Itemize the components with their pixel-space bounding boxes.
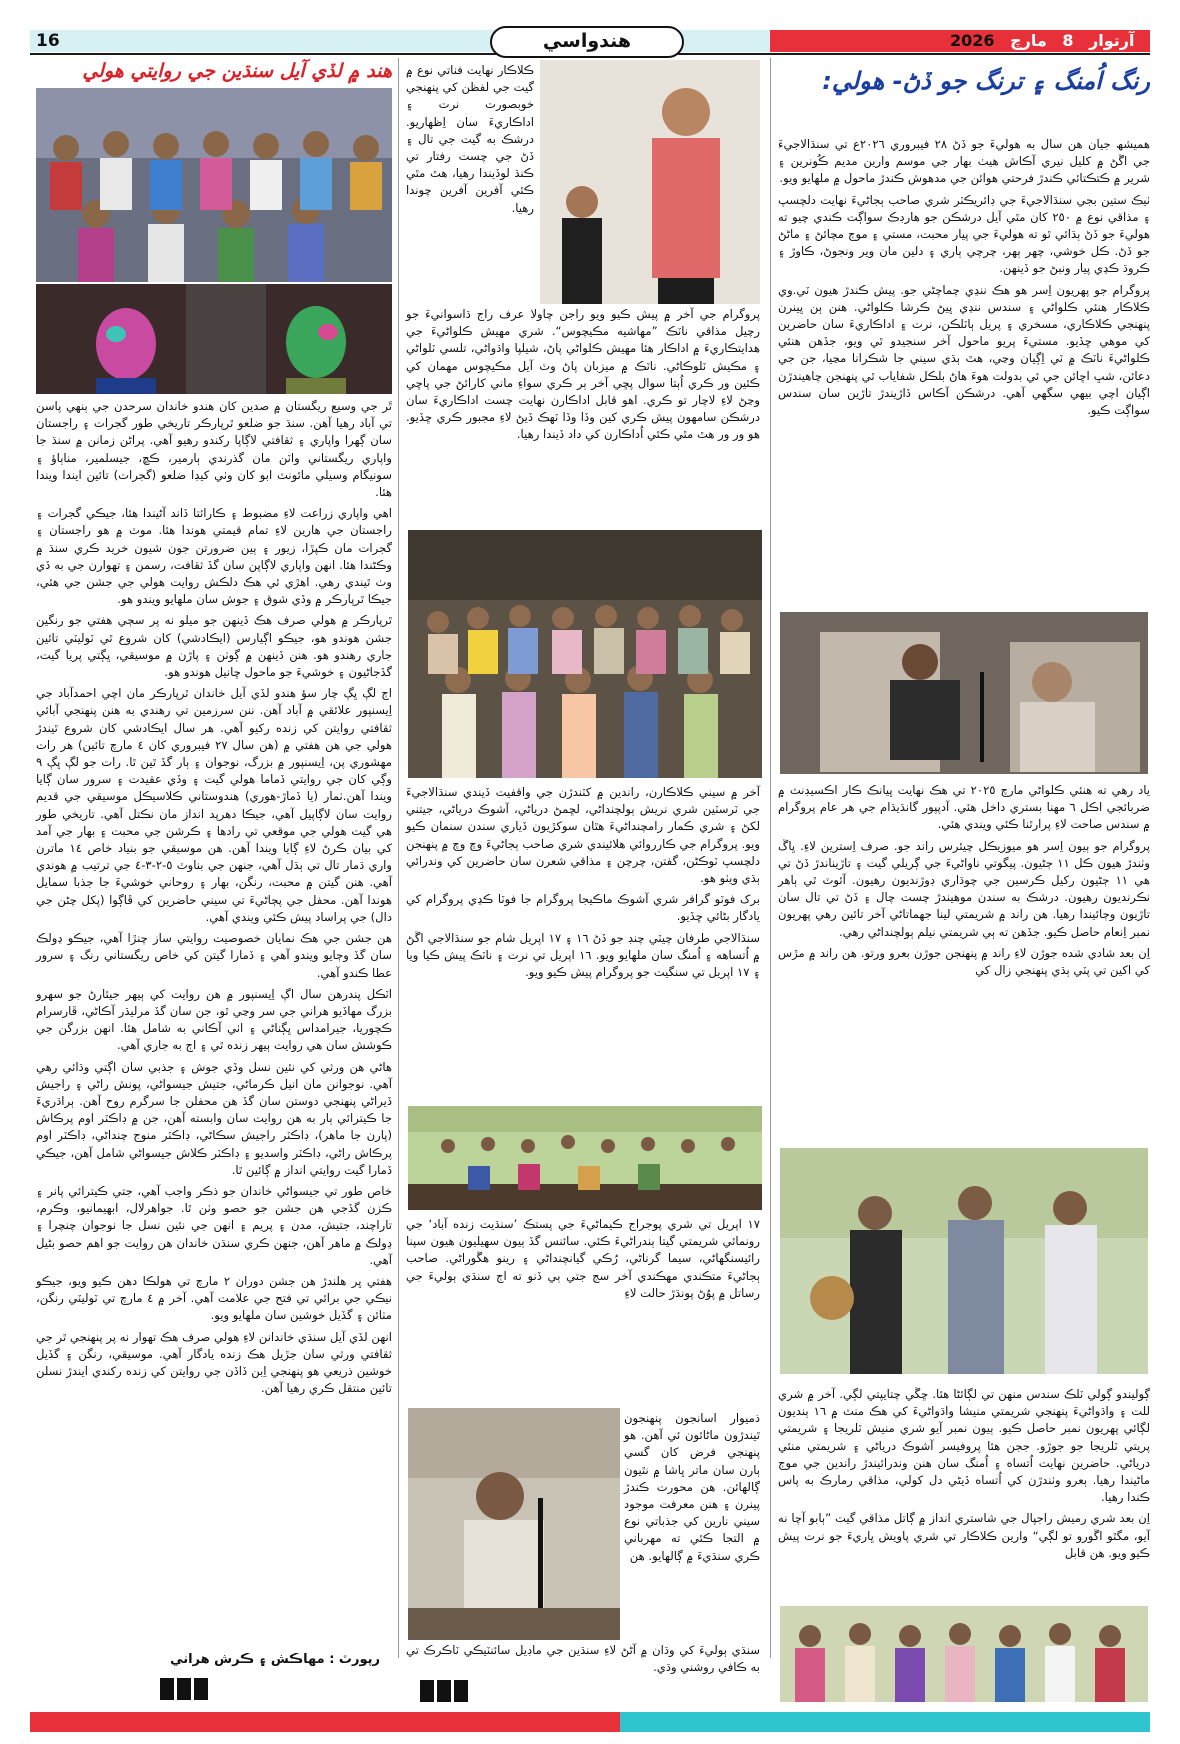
column-rule [770,58,771,1658]
photo-elder-speaking-at-mic [408,1408,620,1640]
paragraph: اڄ لڳ ڀڳ چار سؤ هندو لڏي آيل خاندان ٿرپارڪر مان اچي احمدآباد جي اِيسنپور علائقي ۾ آباد آهن. ننن سرزمين تي رهندي به هنن پنهنجي آبائي ثقافتي روايتن کي زنده رکيو آهي. هر سال ايڪادشي کان شروع ٿيندڙ هولي جي هن هفتي ۾ (هن سال ٢٧ فيبروري کان ٤ مارچ تائين) هر رات مهشوري پن، اِيسنپور ۾ بزرگ، نوجوان ۽ ٻار گڏ ٿين ٿا. رات جو لڳ ڀڳ ٩ وڳي کان جي روايتي ڏماما هولي گيت ۽ وڏي عقيدت ۽ سرور سان ڳايا ويندا آهن.ٺمار (يا ڏماڙ-هوري) هندوستاني ڪلاسيڪل موسيقي جي قديم روايت سان لاڳاپيل آهي، جيڪا دهرپد انداز مان نڪتل آهي. تاريخي طور هي گيت هولي جي موقعي تي رادها ۽ ڪرشن جي محبت ۽ بهار جي آمد کي بيان ڪرڻ لاءِ ڳايا ويندا آهن. هن موسيقي جو بنياد خاص ١٤ ماترن واري ڌمار تال تي ٻڌل آهي، جنهن جي بناوٽ ٥-٢-٣-٤ جي ترتيب ۾ هوندي آهي. هنن گيتن ۾ محبت، رنگن، بهار ۽ روحاني خوشيءَ جا جذبا سمايل هوندا آهن. محفل جي پڄاڻيءَ تي سيني حاضرين کي ڦاڳوا (پکل چڻن جي دال) جي پراساد پيش ڪئي ويندي آهي. [36,686,393,924]
photo-colored-faces-image [36,284,392,394]
middle-side-text [624,1410,760,1569]
photo-three-men-with-prize [780,1148,1148,1374]
page-number: 16 [36,31,60,51]
right-article-title: رنگ اُمنگ ۽ ترنگ جو ڏڻ- هولي: [822,67,1150,95]
paragraph: سنڌي ٻوليءَ کي وڌان ۾ آڻڻ لاءِ سنڌين جي ماڊيل سائنٽيڪي ٽاڪرڪ تي به ڪافي روشني وڌي. [406,1643,760,1675]
end-mark-icon [420,1680,480,1702]
photo-audience-image [408,530,762,778]
paragraph: ڪلاڪار نهايت فناتي نوع ۾ گيت جي لفظن کي پنهنجي خوبصورت نرت ۽ اداڪاريءَ سان اِظهاريو. درشڪ به گيت جي تال ۽ ڏڻ جي چست رفتار تي ڪنڌ لوڏيندا رهيا، هٿ مٿي ڪئي آفرين آفرين چوندا رهيا. [406,63,534,215]
right-article-body-3 [778,1386,1150,1566]
photo-man-singing-to-elder [780,612,1148,774]
date-line [940,30,1135,52]
paragraph: خاص طور تي جيسواڻي خاندان جو ذڪر واجب آهي، جتي ڪيترائي پانر ۽ ڪزن گڏجي هن جشن جو حصو وٺن ٿا. جواهرلال، ابهيمانيو، وڪرم، تاراچند، جتيش، مدن ۽ پريم ۽ انهن جي نئين نسل جا نوجوان چنچرا ۽ ڍولڪ ۾ ماهر آهن، جنهن ڪري سنڌن خاندان هن روايت جو اهم حصو بڻيل آهي. [36,1183,392,1267]
paragraph: برک فوٽو گرافر شري آشوڪ ماڪيجا پروگرام جا فوٽا ڪڍي پروگرام کي يادگار بڻائي ڇڏيو. [406,892,760,924]
paragraph: اهي واپاري زراعت لاءِ مضبوط ۽ ڪارائتا ڏاند آڻيندا هئا، جيڪي گجرات ۽ راجستان جي هارين لاءِ تمام قيمتي هوندا هئا. موٽ ۾ هو راجستان ۽ گجرات مان ڪپڙا، زيور ۽ ٻين ضرورتن جون شيون خريد ڪري سنڌ ۾ وڪڻندا هئا. انهن واپاري لاڳاپن سان گڏ ثقافت، رسمن ۽ تهوارن جي به ڏي وٺ ٿيندي رهي. اهڙي ئي هڪ دلڪش روايت هولي جي جشن جي هئي، جيڪا ٿرپارڪر ۾ وڏي شوق ۽ جوش سان ملهايو ويندو هو. [36,506,392,607]
column-rule [398,58,399,1658]
month: مارچ [1010,31,1047,50]
paragraph: هاڻي هن ورثي کي نئين نسل وڏي جوش ۽ جذبي سان اڳتي وڌائي رهي آهي. نوجوانن مان انيل ڪرماڻي، جتيش جيسواڻي، پونش راڻي ۽ راجيش ڏيراڻي پنهنجي دوستن سان گڏ هن محفلن جا سرگرم روح آهن. ٻراڌريءَ جا ڪيترائي ٻار به هن روايت سان وابسته آهن، جن ۾ ڊاڪٽر اوم پرڪاش (پارن جا ماهر)، ڊاڪٽر راجيش سڪاڻي، ڊاڪٽر منوج چنداڻي، ڊاڪٽر اوم پرڪاش راڻي، ڊاڪٽر واسديو ۽ ڊاڪٽر ڪلاش جيسواڻي شامل آهن، جيڪي ڏمارا گيت روايتي انداز ۾ ڳائين ٿا. [36,1059,392,1177]
paragraph: ذميوار اسانجون پنهنجون ٿيندڙون ماڻائون ئي آهن. هو پنهنجي فرض کان گسي ٻارن سان ماتر ڀاشا ۾ نٿيون ڳالهائن. هن محورت ڪندڙ پينرن ۽ هنن معرفت موجود سيني نارين کي جذباتي نوع ۾ التجا ڪئي ته مهرباني ڪري سنڌيءَ ۾ ڳالهايو. هن [624,1411,760,1563]
photo-two-girls-image [540,60,760,304]
paragraph: اٽڪل پندرهن سال اڳ اِيسنپور ۾ هن روايت کي ٻيهر جيئارڻ جو سهرو بزرگ مهاڏيو هراني جي سر وڃي ٿو، جن سان گڏ مرليڌر آڪاڻي، ڦارسرام ڪچوريا، جيرامداس ڀڳناڻي ۽ اٺي آڪاني به شامل هئا. انهن بزرگن جي ڪوشش سان هي روايت ٻيهر زنده ٿي ۽ اڄ به جاري آهي. [36,986,392,1053]
paragraph: پروگرام جو ٻيون اِسر هو ميوزيڪل چيئرس راند جو. صرف اِسترين لاءِ. ڀاڱ وٺندڙ هيون ڪل ١١ ڄڻيون. پيگوتي ناواڻيءَ جي ڳريلي گيت ۽ تاڙيناندڙ ڏڻ تي هي ١١ ڄڻيون رکيل ڪرسين جي چوڌاري ڊوڙنديون رهيون. آئوٽ ٿي ٻاهر نڪرنديون رهيون. درشڪ به سندن موهيندڙ چست چال ۽ ڏڻ تي تال سان تاڙيون وڄائيندا رهيا. هن راند ۾ شريمتي لينا جهماتاڻي آخر تائين رهي پهريون نمبر اِنعام حاصل ڪيو. جڏهن ته ٻي شريمتي نيلم ٻولچنداڻي رهي. [778,838,1150,939]
footer-red-band [30,1712,620,1732]
photo-audience-women [408,530,762,778]
middle-article-body-2 [406,784,760,985]
right-article-body-2 [778,782,1150,983]
footer-cyan-band [620,1712,1150,1732]
year: 2026 [950,31,995,50]
masthead: هندواسي [490,26,684,58]
paragraph: ٿرپارڪر ۾ هولي صرف هڪ ڏينهن جو ميلو نه پر سڄي هفتي جو رنگين جشن هوندو هو، جيڪو اڳيارس (ايڪادشي) کان شروع ٿي ٽوليٽي تائين جاري رهندو هو. هنن ڏينهن ۾ ڳوٺن ۽ پاڙن ۾ موسيقي، ڀڳتي پريا گيت، گڏجاڻيون ۽ خوشيءَ جو ماحول ڇانيل هوندو هو. [36,613,392,680]
paragraph: پروگرام جو پهريون اِسر هو هڪ ننڍي چماچڻي جو. پيش ڪندڙ هيون ٽي.وي ڪلاڪار هنئي ڪلواڻي ۽ سندس ننڍي ڀيڻ ڪرشا ڪلواڻي. هنن ٻن ڀينرن پنهنجي ڪلاڪاري، مسخري ۽ پريل ٻاٽلڪن، نرت ۽ اداڪاريءَ سان حاضرين کي موهي ڇڏيو. مستيءَ پريو ماحول آخر سنجيدو ٿي ويو، جڏهن هنئي ڪلواڻيءَ ناٽڪ ۾ ٽي اِڳيان وڃي، هٿ ٻڌي سيني جا شڪرانا مڃيا، جن جي دعائن، شڀ اڇائن جي ئي بدولت هوءَ هاڻ بلڪل شفاياب ٿي پنهنجن چاهيندڙن اڳيان اچي بيهي سگهي آهي. درشڪن آڪاس ڏاڙيندڙ تاڙين سان سندس سواڳت ڪيو. [778,282,1150,418]
middle-article-body-1 [406,306,760,448]
left-article-body [36,398,392,1401]
weekday: آرتوار [1089,31,1135,50]
paragraph: آخر ۾ سيني ڪلاڪارن، راندين ۾ کٽندڙن جي واقفيت ڏيندي سنڌالاجيءَ جي ٽرسٽين شري نريش ٻولچنداڻي، لڇمڻ درياڻي، آشوڪ درياڻي، جيتني لکڻ ۽ شري ڪمار رامچنداڻيءَ هٿان سوکڙيون ڏياري سندن سنمان ڪيو ويو. پروگرام جي ڪارروائي هلائيندي شري صاحب ٻجاڻيءَ وچ وچ ۾ پنهنجن دلچسپ ٽوڪڻن، گفتن، چرچن ۽ مذاقي شعرن سان حاضرين کي وندرائي ٻڌي ويٺو هو. [406,785,760,886]
photo-man-singing-to-elder-image [780,612,1148,774]
paragraph: هميشھ جيان هن سال به هوليءَ جو ڏڻ ٢٨ فيبروري ٢٠٢٦ع تي سنڌالاجيءَ جي اڱڻ ۾ کليل نيري آڪاش هيٺ بهار جي موسم وارين مديم ڪُونرين ۽ شرير ۾ ڪتڪتائي ڪندڙ فرحتي هوائن جي مدهوش ڪندڙ ماحول ۾ ملهايو ويو. [778,137,1150,186]
photo-holi-gathering [36,88,392,282]
photo-women-group [780,1606,1148,1702]
middle-tail-text [406,1642,760,1680]
paragraph: ڳوليندو ڳولي ٽلڪ سندس منهن تي لڳائڻا هئا. ڇڱي چتايپتي لڳي. آخر ۾ شري للت ۽ واڌواڻيءَ پنهنجي شريمتي منيشا واڌواڻيءَ کي هڪ منٽ ۾ ١٦ ٻنديون لڳائي پهريون نمبر حاصل ڪيو. ٻيون نمبر آيو شري منيش ٽلريجا ۽ شريمتي پريتي ٽلريجا جو جوڙو. ججن هئا پروفيسر آشوڪ درياڻي ۽ شريمتي منئي درياڻي. حاضرين نهايت اُتساه ۽ اُمنگ سان هنن وندرائيندڙ راندين جي موڄ ماڻيندا رهيا. ٻعرو وٺندڙن کي اُتساه ڏيڻي دل کولي، مذاقي رمارڪ به پاس ڪندا رهيا. [778,1387,1150,1505]
end-mark-icon [160,1678,220,1700]
photo-holi-gathering-image [36,88,392,282]
photo-women-group-image [780,1606,1148,1702]
middle-intro-side [406,62,534,221]
photo-group-stage-image [408,1106,762,1210]
right-article-body-1 [778,136,1150,423]
paragraph: اِن بعد شادي شده جوڙن لاءِ راند ۾ پنهنجن جوڙن بعرو ورتو. هن راند ۾ مڙس کي اکين تي پٽي ٻڌي پنهنجي زال کي [778,945,1150,978]
left-article-title: هند ۾ لڏي آيل سنڌين جي روايتي هولي [82,60,392,82]
day: 8 [1062,31,1074,50]
photo-three-men-image [780,1148,1148,1374]
paragraph: اِن بعد شري رميش راجپال جي شاستري انداز ۾ ڳاتل مذاقي گيت ”ٻابو آچا نه آيو، مگٿو اڱورو تو لڳي“ وارين ڪلاڪار تي شري پاويش ڀاريءَ جو نرت پيش ڪيو ويو. هن قابل [778,1511,1150,1560]
photo-elder-mic-image [408,1408,620,1640]
paragraph: ١٧ اپريل تي شري پوجراج ڪيماڻيءَ جي پستڪ ’سنڌيت زنده آباد‘ جي رونمائي شريمتي گيتا ٻندراڻيءَ ڪئي. سائنس گڏ ٻيون سهيليون هيون سپنا رائيسنگهاڻي، سيما گرناڻي، رُڪي گيانچنداڻي ۽ رينو هڱوراڻي. صاحب ٻجاڻيءَ متڪندي مهڪندي آخر سج جتي ٻي ڏنو ته اڄ سنڌي ٻوليءَ جي رساتل ۾ پوُڻ پونڌڙ حالت لاءِ [406,1217,760,1300]
paragraph: سنڌالاجي طرفان چيٽي چنڊ جو ڏڻ ١٦ ۽ ١٧ اپريل شام جو سنڌالاجي اڱڻ ۾ اُتساهه ۽ اُمنگ سان ملهايو ويو. ١٦ اپريل تي نرت ۽ ناٽڪ پيش ڪيا ويا ۽ ١٧ اپريل تي سنگيت جو پروگرام پيش ڪيو ويو. [406,930,760,980]
paragraph: هن جشن جي هڪ نمايان خصوصيت روايتي ساز چنڙا آهي، جيڪو ڍولڪ سان گڏ وڄايو ويندو آهي ۽ ڏمارا گيتن کي خاص ريگستاني رنگ ۽ سرور عطا ڪندو آهي. [36,931,392,980]
byline: رپورٽ : مهاڪش ۽ ڪرش هراني [170,1652,380,1667]
paragraph: انهن لڏي آيل سنڌي خاندانن لاءِ هولي صرف هڪ تهوار نه پر پنهنجي ٿر جي ثقافتي ورثي سان جڙيل هڪ زنده يادگار آهي. موسيقي، رنگن ۽ گڏيل خوشين ذريعي هو پنهنجي اِبن ڏاڏن جي روايتن کي زنده رکندي ايندڙ نسلن تائين منتقل ڪري رهيا آهن. [36,1329,392,1396]
photo-two-girls-performing [540,60,760,304]
photo-colored-faces [36,284,392,394]
paragraph: پروگرام جي آخر ۾ پيش ڪيو ويو راجن چاولا عرف راج ڌاسوانيءَ جو رچيل مذاقي ناٽڪ ”مهاشيه مڪيچوس“. شري مهيش ڪلواڻيءَ جي هدايتڪاريءَ ۾ اداڪار هئا مهيش ڪلواڻي پاڻ، شيلپا واڌواڻي، تلسي ٽلواڻي ۽ مڪيش ٽلوڪاڻي. ناٽڪ ۾ ميزبان پاڻ وٽ آيل مڪيچوس مهمان کي ڪئين ور ڪري اُٻتا سوال پڇي آخر ٻر ڪري سواءِ ماني کارائڻ جي پاڇي وڃڻ لاءِ لاچار تو ڪري. اهو قابل اداڪارن نهايت چست اداڪاريءَ سان درشڪن سامهون پيش ڪري کين وڏا وڏا ٽهڪ ڏيڻ لاءِ مجبور ڪري ڇڏيو. هو ور ور هٿ مٿي ڪئي اُداڪارن کي داد ڏيندا رهيا. [406,307,760,442]
paragraph: ٺيڪ ستين بجي سنڌالاجيءَ جي ڊائريڪٽر شري صاحب ٻجاڻيءَ نهايت دلچسپ ۽ مذاقي نوع ۾ ٢٥٠ کان مٿي آيل درشڪن جو هارڊڪ سواڳت ڪندي چيو ته هوليءَ جو ڏڻ ٻڌائي ٿو ته هوليءَ جي پيار محبت، مستي ۽ موڄ مچائڻ ۽ ماڻڻ جو ڏڻ. ڪل خوشي، چهر ٻهر، چرچي ٻاري ۽ دلين مان وير ونجوڻ، ڪاوڙ ۽ ڪروڌ ڪڍي پيار ونبڻ جو ڏينهن. [778,192,1150,276]
middle-article-body-3 [406,1216,760,1306]
paragraph: ٿَر جي وسيع ريگستان ۾ صدين کان هندو خاندان سرحدن جي ٻنهي پاسن تي آباد رهيا آهن. سنڌ جو ضلعو ٿرپارڪر تاريخي طور گجرات ۽ راجستان سان ڳهرا واپاري ۽ ثقافتي لاڳاپا رکندو رهيو آهي. پراڻن زمانن ۾ سنڌ جا واپاري ريگستاني واٽن مان گذرندي ٻارمير، ڪڇ، جيسلمير، مناٻاؤ ۽ سونيگام وسيلي مائونٽ ابو کان وٺي کيڊا ضلعو (گجرات) تائين ايندا ويندا هئا. [36,399,392,500]
paragraph: هفتي ڀر هلندڙ هن جشن دوران ٢ مارچ تي هولڪا دهن ڪيو ويو، جيڪو نيڪي جي برائي تي فتح جي علامت آهي. آخر ۾ ٤ مارچ تي ٽوليٽي رنگن، مٺائن ۽ گڏيل خوشين سان ملهايو ويو. [36,1273,392,1323]
photo-group-on-stage [408,1106,762,1210]
paragraph: ياد رهي ته هنئي ڪلواڻي مارچ ٢٠٢٥ تي هڪ نهايت ڀيانڪ ڪار اڪسيڊنٽ ۾ ضربائجي اڪل ٦ مهنا بستري داخل هئي. آدپپور گانڌيڌام جي هر عام پروگرام ۾ سندس صاحت لاءِ پرارٿنا ڪئي ويندي هئي. [778,783,1150,832]
